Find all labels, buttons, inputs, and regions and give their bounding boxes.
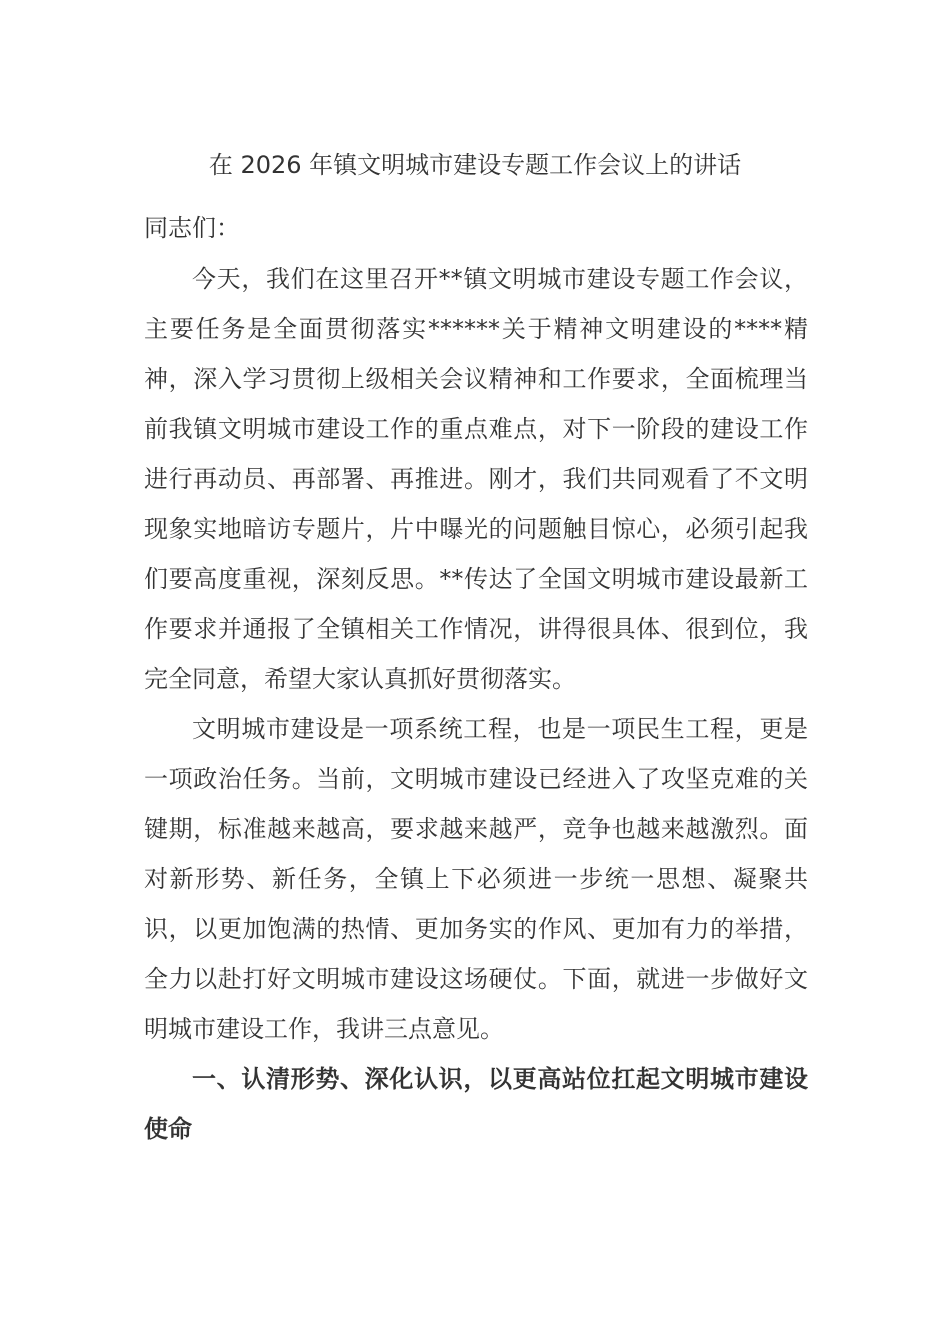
document-title: 在 2026 年镇文明城市建设专题工作会议上的讲话 [208, 151, 742, 179]
paragraph-background: 文明城市建设是一项系统工程，也是一项民生工程，更是一项政治任务。当前，文明城市建设已经进入了攻坚克难的关键期，标准越来越高，要求越来越严，竞争也越来越激烈。面对新形势、新任务，全镇上下必须进一步统一思想、凝聚共识，以更加饱满的热情、更加务实的作风、更加有力的举措，全力以赴打好文明城市建设这场硬仗。下面，就进一步做好文明城市建设工作，我讲三点意见。 [144, 715, 808, 1043]
section-heading: 一、认清形势、深化认识，以更高站位扛起文明城市建设使命 [144, 1065, 808, 1143]
paragraph-opening: 今天，我们在这里召开**镇文明城市建设专题工作会议，主要任务是全面贯彻落实******关于精神文明建设的****精神，深入学习贯彻上级相关会议精神和工作要求，全面梳理当前我镇文明城市建设工作的重点难点，对下一阶段的建设工作进行再动员、再部署、再推进。刚才，我们共同观看了不文明现象实地暗访专题片，片中曝光的问题触目惊心，必须引起我们要高度重视，深刻反思。**传达了全国文明城市建设最新工作要求并通报了全镇相关工作情况，讲得很具体、很到位，我完全同意，希望大家认真抓好贯彻落实。 [144, 265, 808, 693]
salutation: 同志们： [144, 214, 240, 242]
